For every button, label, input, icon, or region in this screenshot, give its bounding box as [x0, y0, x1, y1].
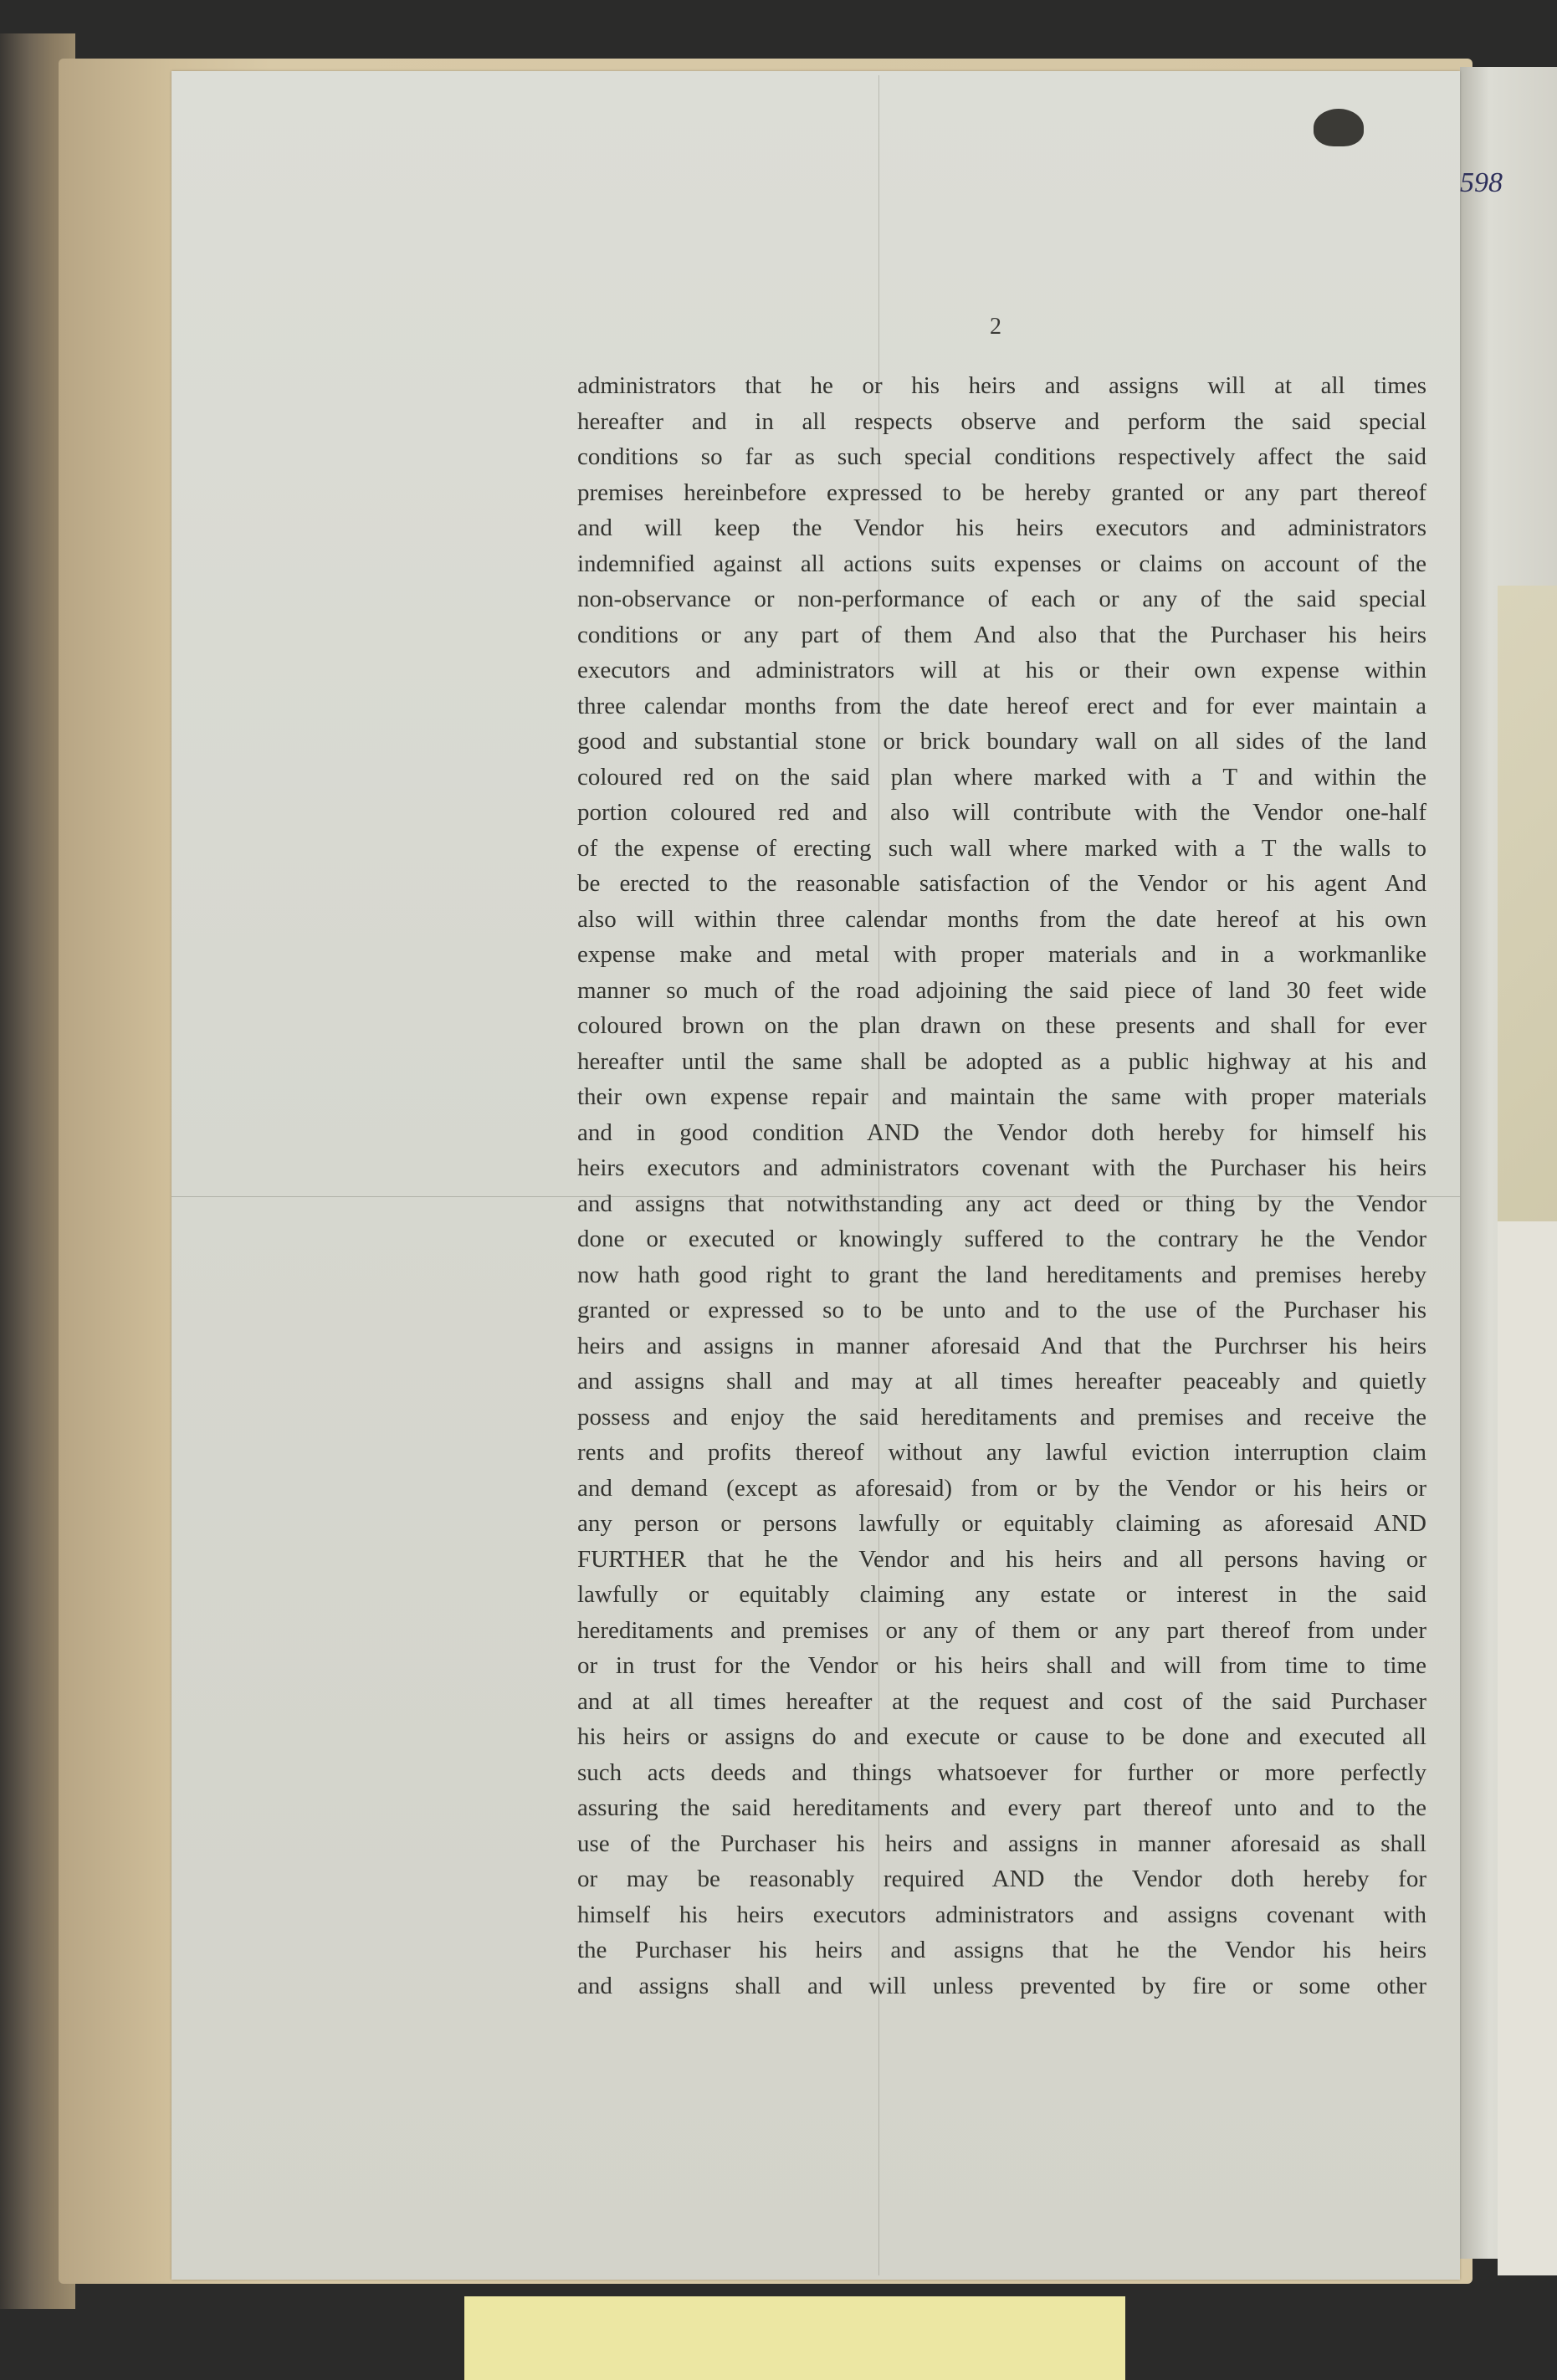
text-line: possess and enjoy the said hereditaments and premises and receive the	[577, 1403, 1426, 1431]
text-line: hereditaments and premises or any of them or any part thereof from under	[577, 1616, 1426, 1644]
sticky-note	[464, 2296, 1125, 2380]
text-line: heirs and assigns in manner aforesaid And that the Purchrser his heirs	[577, 1332, 1426, 1359]
text-line: and demand (except as aforesaid) from or by the Vendor or his heirs or	[577, 1474, 1426, 1502]
text-line: also will within three calendar months from the date hereof at his own	[577, 905, 1426, 933]
text-line: and will keep the Vendor his heirs executors and administrators	[577, 514, 1426, 541]
text-line: lawfully or equitably claiming any estate or interest in the said	[577, 1581, 1426, 1608]
text-line: manner so much of the road adjoining the said piece of land 30 feet wide	[577, 976, 1426, 1004]
text-line: expense make and metal with proper materials and in a workmanlike	[577, 941, 1426, 968]
text-line: the Purchaser his heirs and assigns that he the Vendor his heirs	[577, 1937, 1426, 1963]
text-line: and assigns shall and may at all times hereafter peaceably and quietly	[577, 1368, 1426, 1395]
text-line: indemnified against all actions suits expenses or claims on account of the	[577, 550, 1426, 577]
text-line: of the expense of erecting such wall where marked with a T the walls to	[577, 834, 1426, 862]
text-line: now hath good right to grant the land hereditaments and premises hereby	[577, 1261, 1426, 1288]
text-line: use of the Purchaser his heirs and assigns in manner aforesaid as shall	[577, 1830, 1426, 1857]
text-line: good and substantial stone or brick boundary wall on all sides of the land	[577, 728, 1426, 755]
text-line: or may be reasonably required AND the Vendor doth hereby for	[577, 1866, 1426, 1892]
text-line: their own expense repair and maintain the same with proper materials	[577, 1083, 1426, 1110]
text-line: conditions or any part of them And also that the Purchaser his heirs	[577, 621, 1426, 648]
ink-blot	[1314, 109, 1364, 146]
text-line: any person or persons lawfully or equitably claiming as aforesaid AND	[577, 1510, 1426, 1537]
text-line: done or executed or knowingly suffered to the contrary he the Vendor	[577, 1226, 1426, 1252]
text-line: premises hereinbefore expressed to be hereby granted or any part thereof	[577, 479, 1426, 506]
text-line: his heirs or assigns do and execute or cause to be done and executed all	[577, 1723, 1426, 1750]
text-line: coloured red on the said plan where marked with a T and within the	[577, 763, 1426, 791]
text-line: rents and profits thereof without any lawful eviction interruption claim	[577, 1439, 1426, 1466]
margin-note: 598	[1460, 167, 1503, 198]
text-line: administrators that he or his heirs and assigns will at all times	[577, 372, 1426, 399]
text-line: and assigns shall and will unless prevented by fire or some other	[577, 1972, 1426, 1999]
text-line: and at all times hereafter at the request and cost of the said Purchaser	[577, 1687, 1426, 1715]
text-line: hereafter and in all respects observe and perform the said special	[577, 407, 1426, 435]
text-line: three calendar months from the date hereof erect and for ever maintain a	[577, 692, 1426, 719]
text-line: assuring the said hereditaments and every part thereof unto and to the	[577, 1794, 1426, 1821]
text-line: and in good condition AND the Vendor doth hereby for himself his	[577, 1118, 1426, 1146]
text-line: hereafter until the same shall be adopted as a public highway at his and	[577, 1047, 1426, 1075]
text-line: conditions so far as such special conditions respectively affect the said	[577, 443, 1426, 470]
text-line: or in trust for the Vendor or his heirs shall and will from time to time	[577, 1652, 1426, 1679]
text-line: himself his heirs executors administrators and assigns covenant with	[577, 1901, 1426, 1928]
text-line: granted or expressed so to be unto and to the use of the Purchaser his	[577, 1297, 1426, 1323]
text-line: executors and administrators will at his or their own expense within	[577, 657, 1426, 683]
adjacent-page-strip	[1498, 1221, 1557, 2275]
page-number: 2	[990, 314, 1001, 340]
repair-tape	[1498, 586, 1557, 1221]
text-line: and assigns that notwithstanding any act deed or thing by the Vendor	[577, 1190, 1426, 1217]
document-body	[577, 368, 1426, 2004]
text-line: be erected to the reasonable satisfaction of the Vendor or his agent And	[577, 870, 1426, 897]
text-line: FURTHER that he the Vendor and his heirs and all persons having or	[577, 1545, 1426, 1573]
text-line: non-observance or non-performance of each or any of the said special	[577, 586, 1426, 612]
text-line: coloured brown on the plan drawn on these presents and shall for ever	[577, 1012, 1426, 1039]
text-line: portion coloured red and also will contribute with the Vendor one-half	[577, 799, 1426, 826]
text-line: such acts deeds and things whatsoever for further or more perfectly	[577, 1758, 1426, 1786]
text-line: heirs executors and administrators covenant with the Purchaser his heirs	[577, 1154, 1426, 1181]
